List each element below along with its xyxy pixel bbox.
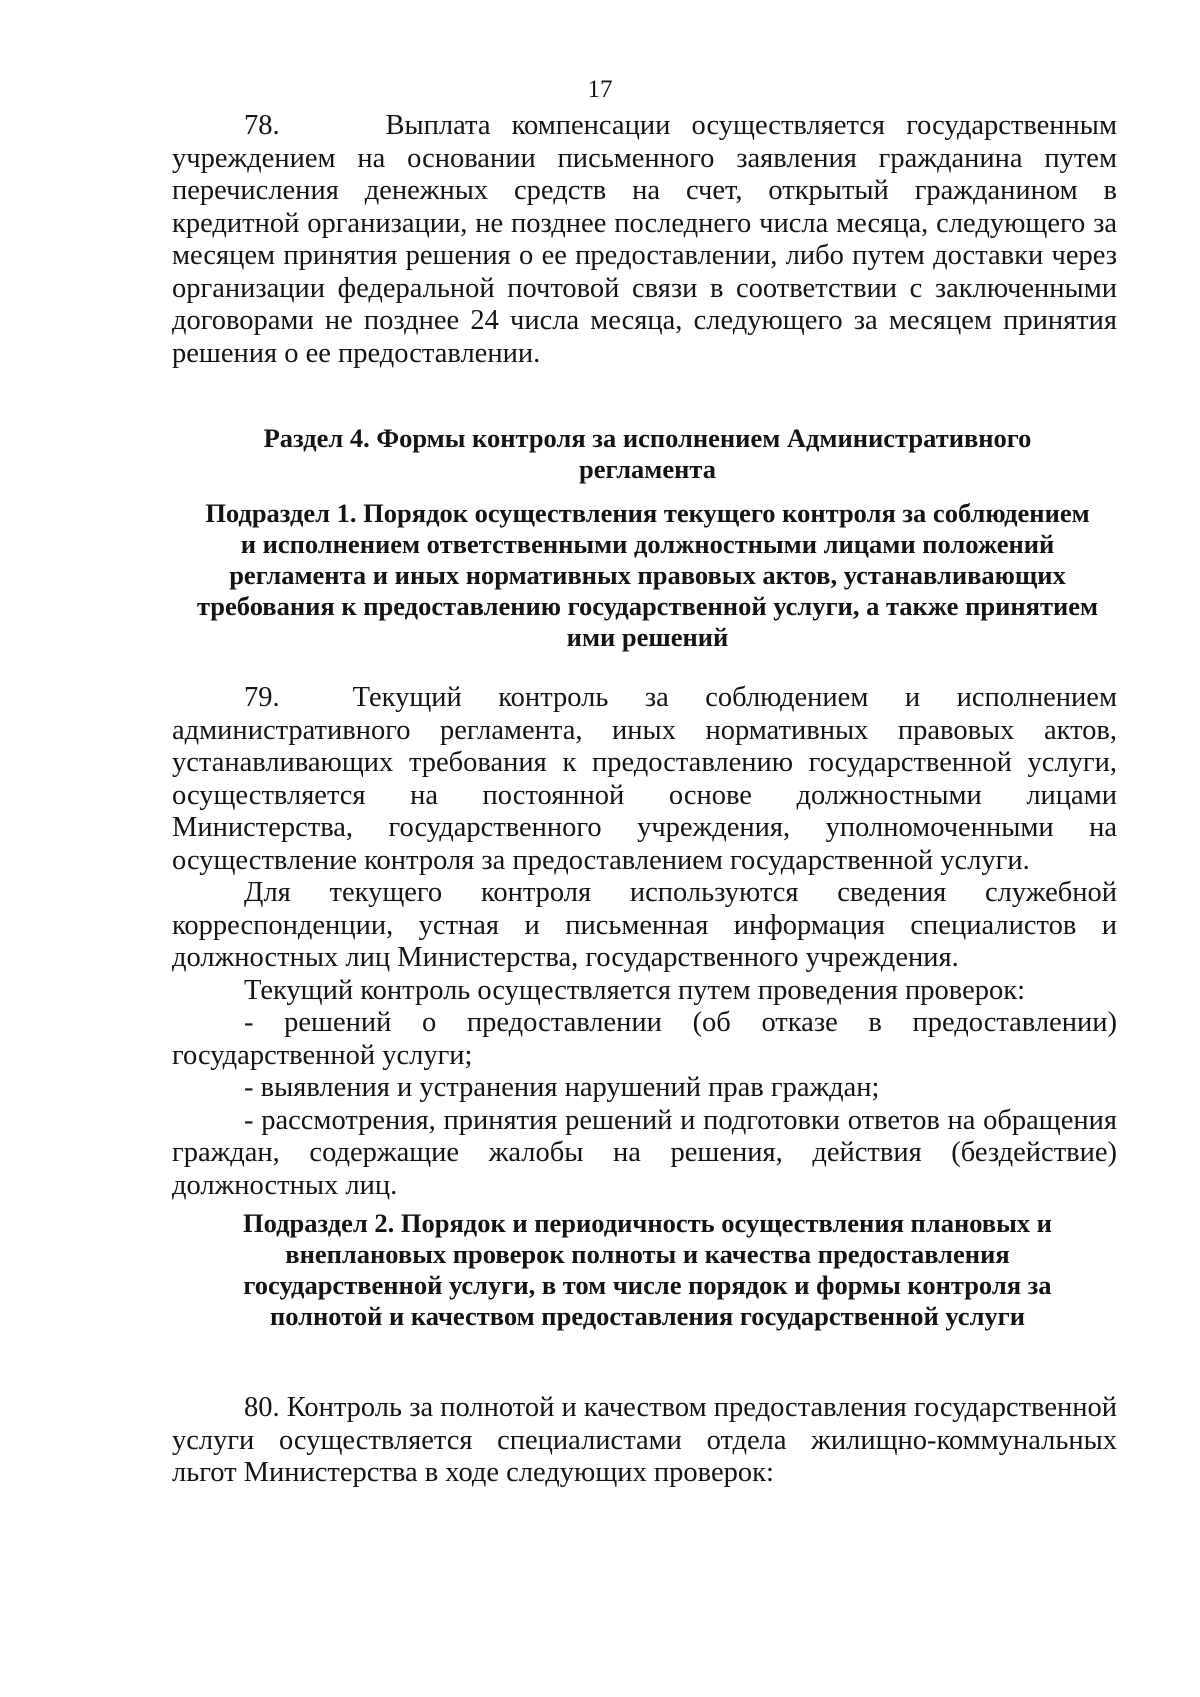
paragraph-79-block [172, 682, 1117, 1202]
list-item-appeals: - рассмотрения, принятия решений и подготовки ответов на обращения граждан, содержащие жалобы на решения, действия (бездействие) должностных лиц. [172, 1104, 1117, 1201]
subsection-2-heading: Подраздел 2. Порядок и периодичность осуществления плановых и внеплановых проверок полноты и качества предоставления государственной услуги, в том числе порядок и формы контроля за полнотой и качеством предоставления государственной услуги [243, 1208, 1052, 1331]
paragraph-79-sources: Для текущего контроля используются сведения служебной корреспонденции, устная и письменная информация специалистов и должностных лиц Министерства, государственного учреждения. [172, 877, 1117, 973]
list-item-decisions: - решений о предоставлении (об отказе в предоставлении) государственной услуги; [172, 1007, 1117, 1071]
paragraph-80: 80. Контроль за полнотой и качеством предоставления государственной услуги осуществляется специалистами отдела жилищно-коммунальных льгот Министерства в ходе следующих проверок: [172, 1392, 1117, 1488]
subsection-1-heading: Подраздел 1. Порядок осуществления текущего контроля за соблюдением и исполнением ответственными должностными лицами положений регламента и иных нормативных правовых актов, устанавливающих требования к предоставлению государственной услуги, а также принятием ими решений [196, 498, 1099, 652]
section-4-heading: Раздел 4. Формы контроля за исполнением Административного регламента [263, 423, 1032, 484]
paragraph-80-block [172, 1392, 1117, 1490]
paragraph-78: 78. Выплата компенсации осуществляется государственным учреждением на основании письменного заявления гражданина путем перечисления денежных средств на счет, открытый гражданином в кредитной организации, не позднее последнего числа месяца, следующего за месяцем принятия решения о ее предоставлении, либо путем доставки через организации федеральной почтовой связи в соответствии с заключенными договорами не позднее 24 числа месяца, следующего за месяцем принятия решения о ее предоставлении. [172, 110, 1117, 369]
paragraph-78-block [172, 110, 1117, 370]
paragraph-79-checks: Текущий контроль осуществляется путем проведения проверок: [244, 974, 1025, 1006]
page-number: 17 [587, 76, 613, 103]
paragraph-79: 79. Текущий контроль за соблюдением и исполнением административного регламента, иных нормативных правовых актов, устанавливающих требования к предоставлению государственной услуги, осуществляется на постоянной основе должностными лицами Министерства, государственного учреждения, уполномоченными на осуществление контроля за предоставлением государственной услуги. [172, 682, 1117, 876]
list-item-violations: - выявления и устранения нарушений прав граждан; [244, 1072, 880, 1103]
